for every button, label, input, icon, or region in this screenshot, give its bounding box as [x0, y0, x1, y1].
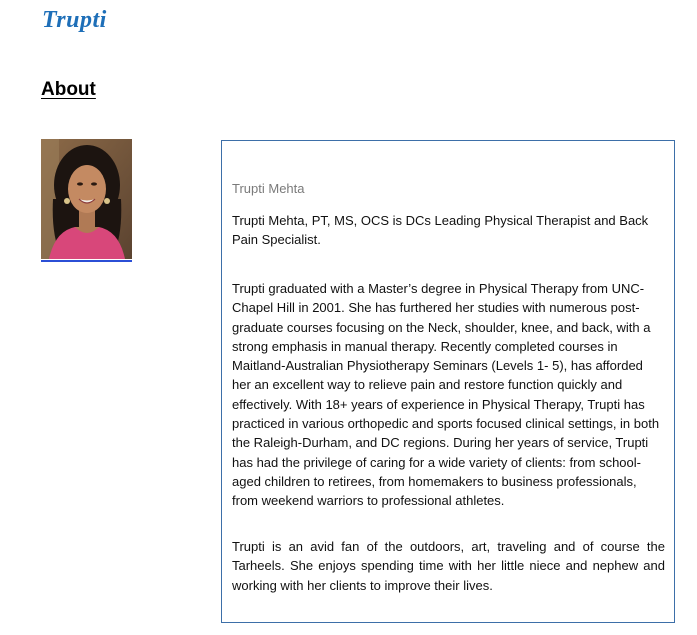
bio-box	[221, 140, 675, 623]
photo-link-underline	[41, 260, 132, 262]
portrait-photo-icon	[41, 139, 132, 259]
page-title: About	[41, 79, 96, 100]
site-logo[interactable]: Trupti	[42, 7, 107, 33]
bio-paragraph-personal: Trupti is an avid fan of the outdoors, art, traveling and of course the Tarheels. She enjoys spending time with her little niece and nephew and working with her clients to improve their lives.	[232, 539, 665, 593]
bio-paragraph-education: Trupti graduated with a Master’s degree in Physical Therapy from UNC-Chapel Hill in 2001. She has furthered her studies with numerous post-graduate courses focusing on the Neck, shoulder, knee, and back, with a strong emphasis in manual therapy. Recently completed courses in Maitland-Australian Physiotherapy Seminars (Levels 1- 5), has afforded her an excellent way to relieve pain and restore function quickly and effectively. With 18+ years of experience in Physical Therapy, Trupti has practiced in various orthopedic and sports focused clinical settings, in both the Raleigh-Durham, and DC regions. During her years of service, Trupti has had the privilege of caring for a wide variety of clients: from school-aged children to retirees, from homemakers to business professionals, from weekend warriors to professional athletes.	[232, 281, 660, 509]
profile-photo[interactable]	[41, 139, 132, 259]
bio-name: Trupti Mehta	[232, 181, 305, 196]
bio-paragraph-intro: Trupti Mehta, PT, MS, OCS is DCs Leading Physical Therapist and Back Pain Specialist.	[232, 213, 649, 248]
